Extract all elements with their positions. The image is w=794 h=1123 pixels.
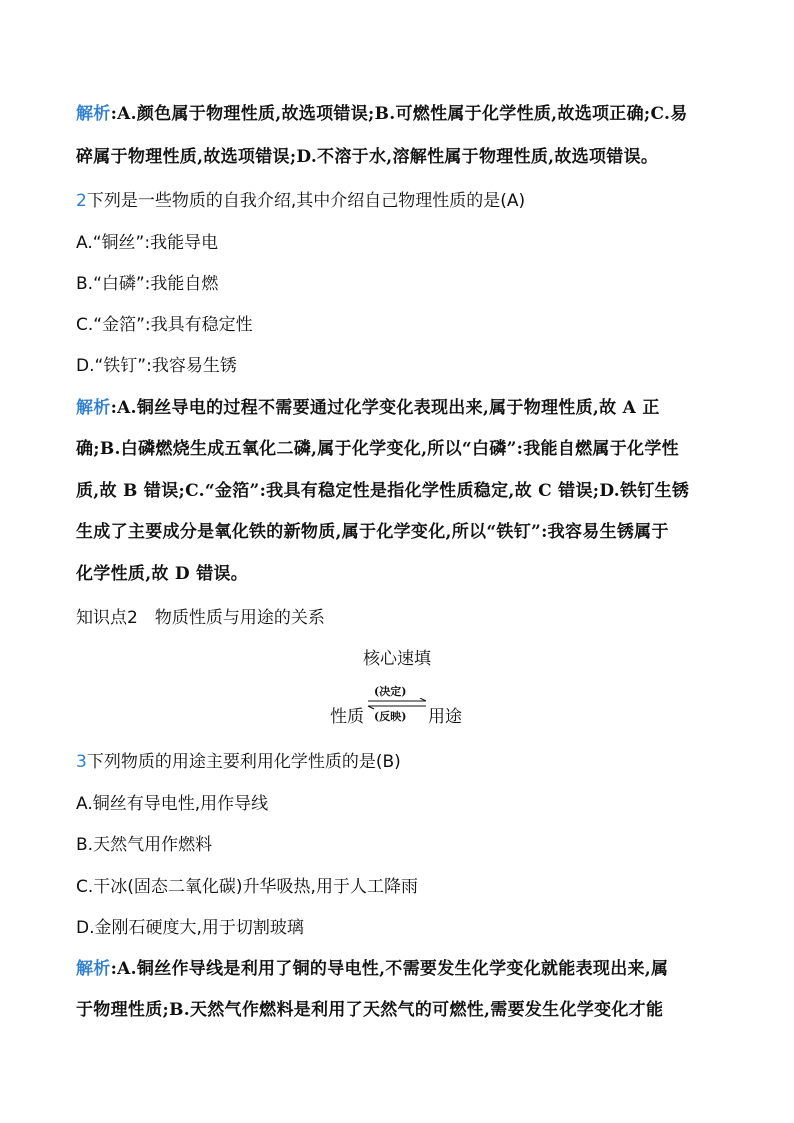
explanation-tag: 解析 <box>76 104 111 124</box>
use-label: 用途 <box>428 707 462 727</box>
q3-option-b: B.天然气用作燃料 <box>76 835 213 855</box>
decides-label: (决定) <box>374 685 407 698</box>
q1-explanation-line-2: 碎属于物理性质,故选项错误;D.不溶于水,溶解性属于物理性质,故选项错误。 <box>76 147 659 167</box>
q2-option-c: C.“金箔”:我具有稳定性 <box>76 315 253 335</box>
reflects-label: (反映) <box>374 710 407 723</box>
knowledge-point-subtitle: 核心速填 <box>363 649 431 669</box>
q1-explanation-line-1: 解析:A.颜色属于物理性质,故选项错误;B.可燃性属于化学性质,故选项正确;C.易 <box>76 104 688 124</box>
two-way-arrow-icon <box>366 698 428 710</box>
q2-explanation-line-2: 确;B.白磷燃烧生成五氧化二磷,属于化学变化,所以“白磷”:我能自燃属于化学性 <box>76 439 679 459</box>
q2-option-d: D.“铁钉”:我容易生锈 <box>76 356 237 376</box>
q2-stem: 2下列是一些物质的自我介绍,其中介绍自己物理性质的是(A) <box>76 191 526 211</box>
knowledge-point-title: 知识点2 物质性质与用途的关系 <box>76 608 325 628</box>
explanation-tag: 解析 <box>76 398 111 418</box>
q2-explanation-line-4: 生成了主要成分是氧化铁的新物质,属于化学变化,所以“铁钉”:我容易生锈属于 <box>76 522 669 542</box>
property-use-relation-diagram <box>330 684 470 728</box>
q2-explanation-line-1: 解析:A.铜丝导电的过程不需要通过化学变化表现出来,属于物理性质,故 A 正 <box>76 398 660 418</box>
q3-explanation-line-1: 解析:A.铜丝作导线是利用了铜的导电性,不需要发生化学变化就能表现出来,属 <box>76 959 669 979</box>
q3-option-d: D.金刚石硬度大,用于切割玻璃 <box>76 918 304 938</box>
q2-explanation-line-3: 质,故 B 错误;C.“金箔”:我具有稳定性是指化学性质稳定,故 C 错误;D.铁钉生锈 <box>76 481 690 501</box>
q3-option-a: A.铜丝有导电性,用作导线 <box>76 794 269 814</box>
q2-explanation-line-5: 化学性质,故 D 错误。 <box>76 564 249 584</box>
q3-explanation-line-2: 于物理性质;B.天然气作燃料是利用了天然气的可燃性,需要发生化学变化才能 <box>76 1000 664 1020</box>
property-label: 性质 <box>330 707 364 727</box>
q2-option-a: A.“铜丝”:我能导电 <box>76 233 219 253</box>
q2-option-b: B.“白磷”:我能自燃 <box>76 274 219 294</box>
question-number: 2 <box>76 191 87 211</box>
explanation-tag: 解析 <box>76 959 111 979</box>
q3-stem: 3下列物质的用途主要利用化学性质的是(B) <box>76 752 401 772</box>
question-number: 3 <box>76 752 87 772</box>
q3-option-c: C.干冰(固态二氧化碳)升华吸热,用于人工降雨 <box>76 877 418 897</box>
